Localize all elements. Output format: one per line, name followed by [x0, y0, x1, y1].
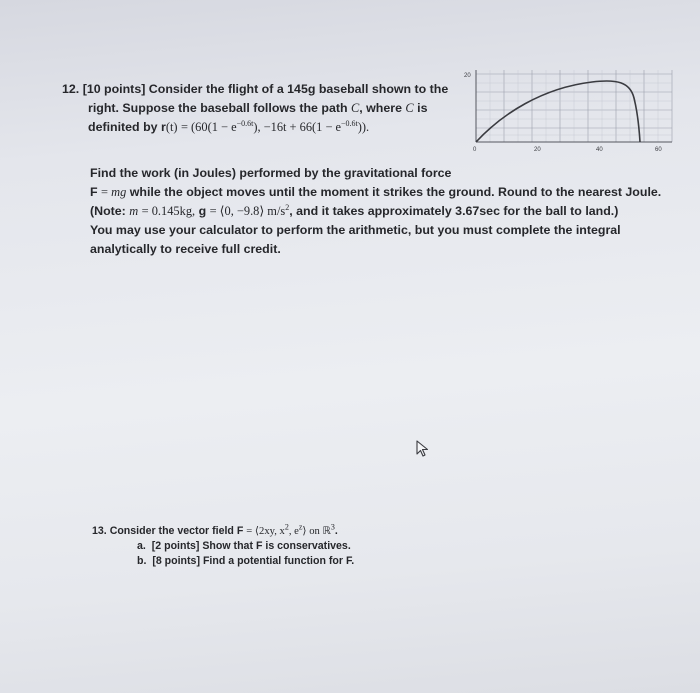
q12-p2-line3-text: , and it takes approximately 3.67sec for the ball to land.) [289, 204, 619, 218]
mass-symbol: m [129, 204, 139, 218]
q13-part-b [137, 554, 354, 569]
curve-c-symbol: C [351, 101, 360, 115]
x-tick-60: 60 [655, 147, 662, 153]
field-exp-2: z [298, 522, 303, 532]
r-formula-c: )). [357, 120, 370, 134]
part-b-points: [8 points] [152, 555, 200, 567]
vector-field-symbol: F [345, 555, 352, 567]
trajectory-graph [462, 68, 674, 156]
r-formula-a: = (60(1 − e [180, 120, 237, 134]
mouse-pointer-icon [416, 440, 430, 458]
curve-c-symbol: C [405, 101, 414, 115]
q13-line1 [92, 524, 338, 539]
q12-p2-line5-text: analytically to receive full credit. [90, 242, 281, 256]
field-formula-c: ⟩ on ℝ [302, 526, 331, 537]
q12-line1-text: Consider the flight of a 145g baseball shown to the [148, 82, 449, 96]
gravity-symbol: g [198, 204, 207, 218]
r-vector-symbol: r [160, 120, 166, 134]
field-exp-3: 3 [330, 522, 335, 532]
part-a-text: Show that [202, 540, 253, 552]
q12-p2-line1 [90, 164, 451, 183]
x-tick-0: 0 [473, 147, 477, 153]
graph-fine-grid [476, 70, 672, 142]
q12-p2-line1-text: Find the work (in Joules) performed by the gravitational force [90, 166, 452, 180]
exponent-1: −0.6t [236, 118, 254, 128]
field-formula-b: , e [288, 526, 299, 537]
q12-line3-text: definited by [88, 120, 158, 134]
field-exp-1: 2 [284, 522, 289, 532]
q12-line1 [62, 80, 448, 99]
equals-sign: = [101, 185, 112, 199]
q12-p2-line3 [90, 202, 618, 221]
q12-line3 [88, 118, 369, 137]
note-label: (Note: [90, 204, 126, 218]
field-period: . [334, 525, 338, 537]
exponent-2: −0.6t [341, 118, 358, 128]
q12-line2-text: right. Suppose the baseball follows the path [88, 101, 348, 115]
r-arg: (t) [165, 120, 178, 134]
vector-field-symbol: F [255, 540, 263, 552]
q12-p2-line2-text: while the object moves until the moment it strikes the ground. Round to the nearest Joule. [129, 185, 662, 199]
x-tick-40: 40 [596, 147, 603, 153]
q12-line2-text-c: is [417, 101, 428, 115]
vector-field-symbol: F [236, 525, 244, 537]
q12-line2-text-b: , where [359, 101, 402, 115]
q12-p2-line4-text: You may use your calculator to perform the arithmetic, but you must complete the integral [90, 223, 621, 237]
gravity-unit-exponent: 2 [285, 202, 290, 212]
part-b-label: b. [137, 555, 147, 567]
part-a-points: [2 points] [151, 540, 200, 552]
q12-p2-line2 [90, 183, 661, 202]
field-formula-a: = ⟨2xy, x [246, 526, 285, 537]
part-a-label: a. [137, 540, 146, 552]
force-symbol: F [90, 185, 98, 199]
q12-line2 [88, 99, 427, 118]
q13-part-a [137, 539, 351, 554]
mg-symbol: mg [111, 185, 127, 199]
part-b-text: Find a potential function for [202, 555, 343, 567]
part-b-period: . [351, 555, 355, 567]
gravity-value: = ⟨0, −9.8⟩ m/s [209, 204, 286, 218]
q12-points: [10 points] [82, 82, 146, 96]
mass-value: = 0.145kg, [141, 204, 196, 218]
q13-line1-text: Consider the vector field [109, 525, 234, 537]
q12-p2-line5 [90, 240, 281, 259]
q13-number: 13. [92, 525, 107, 537]
trajectory-curve [476, 81, 640, 142]
x-tick-20: 20 [534, 147, 541, 153]
q12-number: 12. [62, 82, 80, 96]
part-a-text-b: is conservatives. [265, 540, 351, 552]
r-formula-b: ), −16t + 66(1 − e [253, 120, 342, 134]
q12-p2-line4 [90, 221, 621, 240]
y-tick-20: 20 [464, 73, 471, 79]
